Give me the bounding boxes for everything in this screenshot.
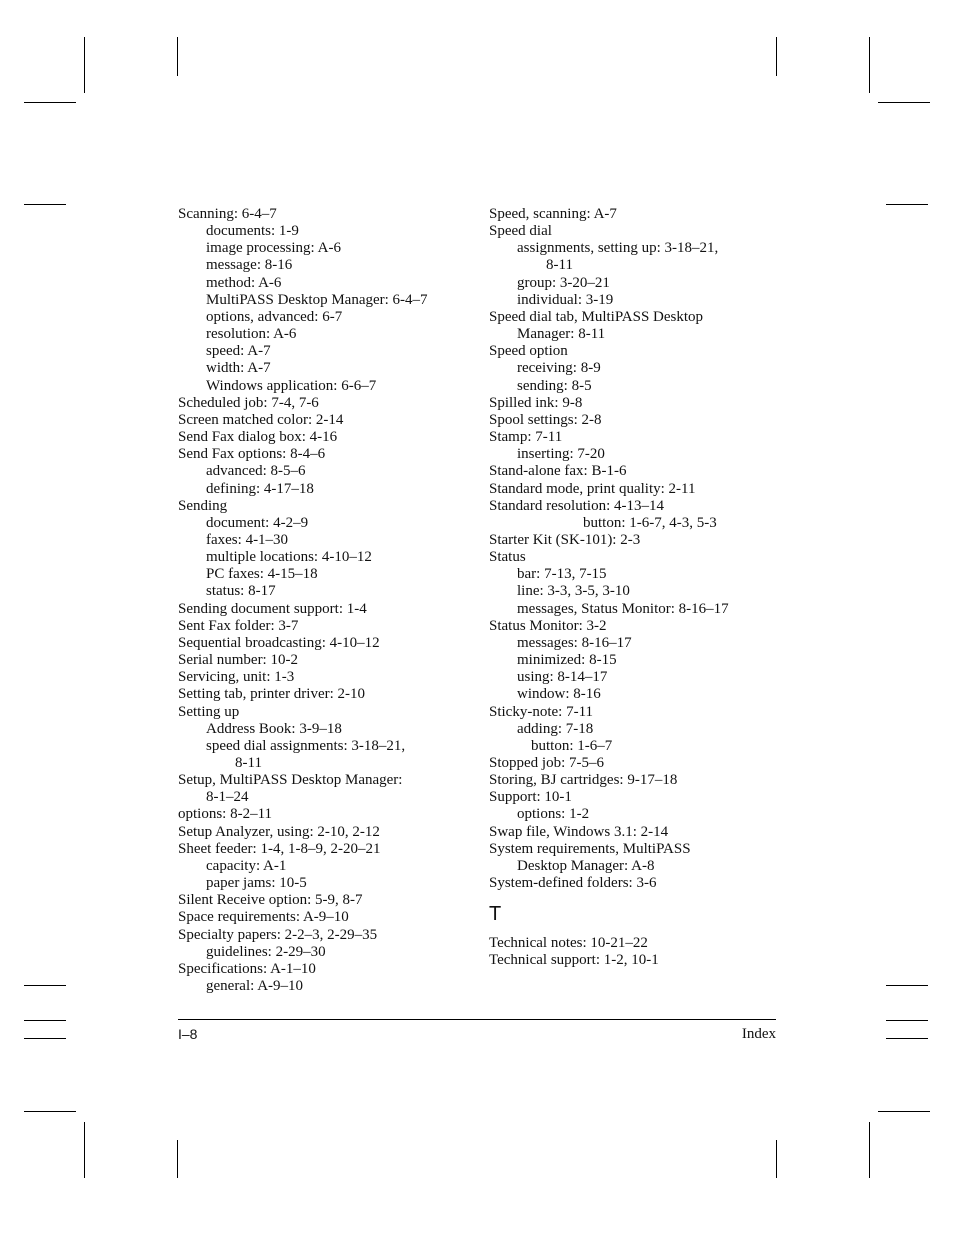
index-subentry: adding: 7-18 [517, 720, 594, 737]
index-entry: Servicing, unit: 1-3 [178, 669, 295, 686]
index-subentry: line: 3-3, 3-5, 3-10 [517, 583, 630, 600]
crop-mark [776, 37, 777, 76]
index-subentry: individual: 3-19 [517, 291, 614, 308]
index-subentry: general: A-9–10 [206, 978, 304, 995]
index-entry: Stopped job: 7-5–6 [489, 755, 604, 771]
index-entry: Silent Receive option: 5-9, 8-7 [178, 892, 363, 909]
index-entry: Specialty papers: 2-2–3, 2-29–35 [178, 926, 378, 943]
crop-mark [177, 1140, 178, 1178]
index-entry: Send Fax options: 8-4–6 [178, 446, 326, 463]
index-entry: Spool settings: 2-8 [489, 411, 602, 428]
index-subentry: method: A-6 [206, 274, 282, 291]
index-subentry: group: 3-20–21 [517, 274, 610, 291]
crop-mark [878, 102, 930, 103]
crop-mark [886, 985, 928, 986]
crop-mark [869, 37, 870, 93]
index-subentry: resolution: A-6 [206, 326, 297, 343]
index-subentry: messages: 8-16–17 [517, 634, 632, 651]
index-entry: Sent Fax folder: 3-7 [178, 617, 299, 634]
crop-mark [84, 37, 85, 93]
index-entry: Storing, BJ cartridges: 9-17–18 [489, 772, 678, 789]
footer-rule [178, 1019, 776, 1020]
crop-mark [24, 985, 66, 986]
crop-mark [886, 1020, 928, 1021]
index-subentry: document: 4-2–9 [206, 514, 309, 531]
crop-mark [886, 204, 928, 205]
index-subentry: options: 1-2 [517, 806, 590, 823]
index-entry: Scanning: 6-4–7 [178, 206, 277, 222]
crop-mark [24, 102, 76, 103]
index-subentry: 8-11 [235, 755, 262, 771]
section-letter-t: T [489, 903, 502, 926]
index-entry: Starter Kit (SK-101): 2-3 [489, 531, 641, 548]
index-entry: Sending document support: 1-4 [178, 600, 367, 617]
index-subentry: advanced: 8-5–6 [206, 463, 306, 480]
crop-mark [869, 1122, 870, 1178]
index-entry: Standard resolution: 4-13–14 [489, 497, 664, 514]
index-entry: Send Fax dialog box: 4-16 [178, 429, 338, 446]
index-entry: Support: 10-1 [489, 789, 572, 806]
index-entry: Serial number: 10-2 [178, 652, 298, 669]
index-entry: Standard mode, print quality: 2-11 [489, 480, 696, 497]
index-entry: Specifications: A-1–10 [178, 960, 316, 977]
index-entry: Stamp: 7-11 [489, 429, 563, 446]
index-entry: Status Monitor: 3-2 [489, 617, 607, 634]
index-subentry: options, advanced: 6-7 [206, 308, 343, 325]
index-subentry: faxes: 4-1–30 [206, 531, 289, 548]
index-subentry: message: 8-16 [206, 257, 293, 274]
index-subentry: guidelines: 2-29–30 [206, 943, 326, 960]
index-entry: Stand-alone fax: B-1-6 [489, 463, 627, 480]
index-subentry: paper jams: 10-5 [206, 875, 307, 892]
index-subentry: receiving: 8-9 [517, 360, 601, 377]
index-entry: options: 8-2–11 [178, 806, 273, 823]
index-entry: Sheet feeder: 1-4, 1-8–9, 2-20–21 [178, 840, 381, 857]
index-subentry: status: 8-17 [206, 583, 276, 600]
index-entry: Technical notes: 10-21–22 [489, 935, 648, 952]
index-subentry: 8-11 [546, 257, 573, 274]
crop-mark [84, 1122, 85, 1178]
index-entry: Speed option [489, 343, 568, 360]
crop-mark [776, 1140, 777, 1178]
page-number: I–8 [178, 1026, 198, 1042]
crop-mark [878, 1111, 930, 1112]
index-subentry: MultiPASS Desktop Manager: 6-4–7 [206, 291, 428, 308]
index-entry: Scheduled job: 7-4, 7-6 [178, 394, 319, 411]
index-subentry: assignments, setting up: 3-18–21, [517, 240, 719, 257]
index-entry: Sticky-note: 7-11 [489, 703, 594, 720]
crop-mark [24, 1020, 66, 1021]
index-subentry: Desktop Manager: A-8 [517, 857, 655, 874]
index-entry: Sequential broadcasting: 4-10–12 [178, 634, 380, 651]
crop-mark [177, 37, 178, 76]
index-subentry: speed: A-7 [206, 343, 271, 360]
index-subentry: image processing: A-6 [206, 240, 341, 257]
index-subentry: button: 1-6-7, 4-3, 5-3 [583, 514, 717, 531]
index-entry: Swap file, Windows 3.1: 2-14 [489, 823, 669, 840]
index-entry: Speed, scanning: A-7 [489, 206, 617, 222]
crop-mark [24, 1038, 66, 1039]
index-subentry: speed dial assignments: 3-18–21, [206, 737, 406, 754]
crop-mark [886, 1038, 928, 1039]
index-subentry: window: 8-16 [517, 686, 601, 703]
index-subentry: sending: 8-5 [517, 377, 592, 394]
index-entry: Status [489, 549, 526, 566]
index-subentry: Windows application: 6-6–7 [206, 377, 377, 394]
index-subentry: Manager: 8-11 [517, 326, 606, 343]
index-subentry: Address Book: 3-9–18 [206, 720, 342, 737]
index-column-left [178, 206, 478, 995]
index-entry: Speed dial tab, MultiPASS Desktop [489, 308, 704, 325]
index-entry: Spilled ink: 9-8 [489, 394, 583, 411]
index-entry: System-defined folders: 3-6 [489, 875, 657, 892]
index-subentry: capacity: A-1 [206, 857, 287, 874]
index-column-right [489, 206, 789, 970]
index-subentry: using: 8-14–17 [517, 669, 608, 686]
index-entry: Setting tab, printer driver: 2-10 [178, 686, 366, 703]
index-subentry: inserting: 7-20 [517, 446, 605, 463]
index-subentry: messages, Status Monitor: 8-16–17 [517, 600, 729, 617]
index-subentry: button: 1-6–7 [531, 737, 613, 754]
index-subentry: documents: 1-9 [206, 223, 299, 240]
index-entry: System requirements, MultiPASS [489, 840, 691, 857]
index-entry: Space requirements: A-9–10 [178, 909, 349, 926]
index-entries-t [489, 935, 789, 969]
index-subentry: width: A-7 [206, 360, 271, 377]
index-subentry: defining: 4-17–18 [206, 480, 314, 497]
index-subentry: minimized: 8-15 [517, 652, 617, 669]
index-subentry: 8-1–24 [206, 789, 249, 806]
index-entry: Setup, MultiPASS Desktop Manager: [178, 772, 403, 789]
index-entries-right [489, 206, 789, 892]
index-entry: Setting up [178, 703, 240, 720]
index-subentry: multiple locations: 4-10–12 [206, 549, 372, 566]
crop-mark [24, 204, 66, 205]
index-subentry: bar: 7-13, 7-15 [517, 566, 607, 583]
index-entry: Screen matched color: 2-14 [178, 411, 344, 428]
index-entry: Sending [178, 497, 228, 514]
index-entry: Setup Analyzer, using: 2-10, 2-12 [178, 823, 380, 840]
index-entry: Technical support: 1-2, 10-1 [489, 952, 659, 969]
index-entry: Speed dial [489, 223, 552, 240]
index-subentry: PC faxes: 4-15–18 [206, 566, 318, 583]
footer-section-title: Index [741, 1026, 776, 1042]
crop-mark [24, 1111, 76, 1112]
